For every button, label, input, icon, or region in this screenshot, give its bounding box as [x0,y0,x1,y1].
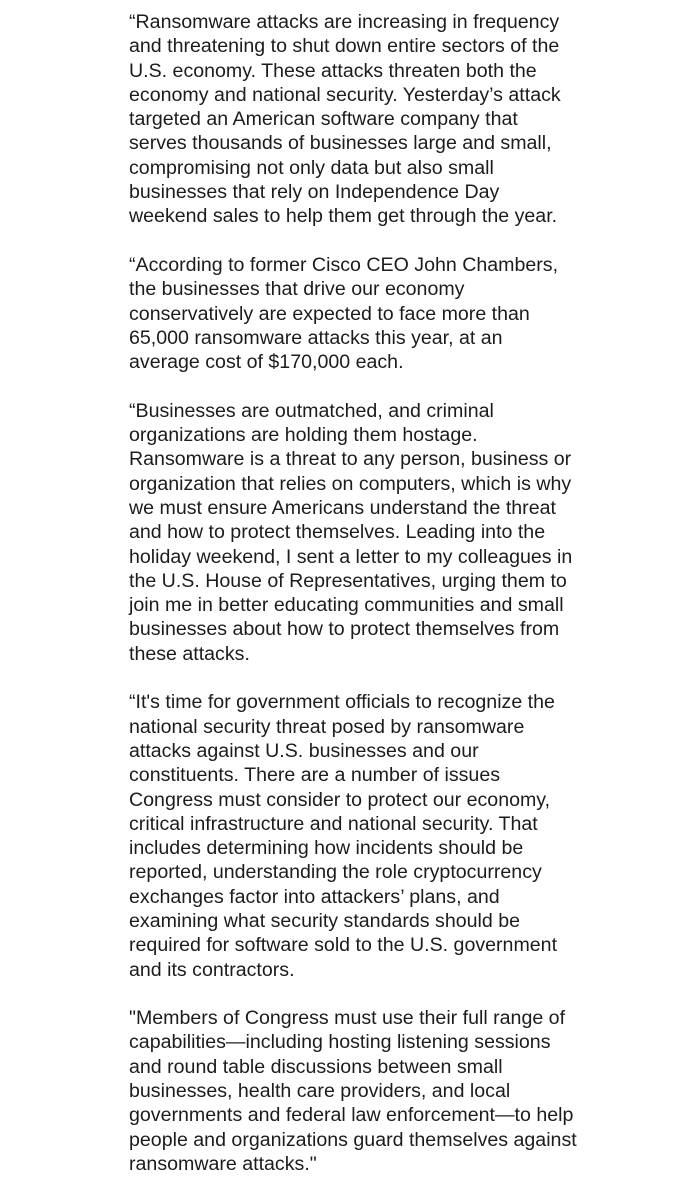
text-line: required for software sold to the U.S. government [129,934,558,957]
text-line: and round table discussions between small [129,1055,503,1078]
text-line: 65,000 ransomware attacks this year, at an [129,326,503,349]
text-line: people and organizations guard themselves against [129,1128,577,1151]
statement-body [129,10,589,1176]
text-line: and threatening to shut down entire sectors of the [129,35,560,58]
text-line: attacks against U.S. businesses and our [129,739,479,762]
text-line: targeted an American software company that [129,108,518,131]
text-line: constituents. There are a number of issues [129,764,501,787]
text-line: examining what security standards should be [129,909,521,932]
text-line: Ransomware is a threat to any person, business or [129,448,572,471]
text-line: “Ransomware attacks are increasing in frequency [129,11,560,33]
text-line: organizations are holding them hostage. [129,424,478,447]
text-line: critical infrastructure and national security. That [129,812,538,835]
text-line: capabilities—including hosting listening sessions [129,1031,551,1054]
text-line: economy and national security. Yesterday’s attack [129,83,561,106]
text-line: reported, understanding the role cryptocurrency [129,861,542,884]
paragraph-gap [129,229,589,253]
text-line: join me in better educating communities and small [129,594,564,617]
text-line: average cost of $170,000 each. [129,351,404,374]
text-line: serves thousands of businesses large and small, [129,132,552,155]
text-line: national security threat posed by ransomware [129,715,525,738]
text-line: we must ensure Americans understand the threat [129,496,556,519]
text-line: governments and federal law enforcement—to help [129,1104,574,1127]
paragraph-gap [129,666,589,690]
paragraph-5 [129,1006,589,1176]
paragraph-3 [129,399,589,666]
text-line: “Businesses are outmatched, and criminal [129,399,494,422]
paragraph-gap [129,374,589,398]
text-line: businesses that rely on Independence Day [129,181,500,204]
text-line: and its contractors. [129,958,295,981]
text-line: “According to former Cisco CEO John Chambers, [129,253,559,276]
text-line: these attacks. [129,642,250,665]
text-line: ransomware attacks." [129,1152,317,1175]
text-line: exchanges factor into attackers’ plans, and [129,885,500,908]
text-line: "Members of Congress must use their full range of [129,1007,566,1030]
text-line: businesses, health care providers, and local [129,1080,511,1103]
text-line: the businesses that drive our economy [129,278,465,301]
text-line: conservatively are expected to face more than [129,302,530,325]
text-line: Congress must consider to protect our economy, [129,788,551,811]
text-line: holiday weekend, I sent a letter to my colleagues in [129,545,573,568]
text-line: businesses about how to protect themselves from [129,618,560,641]
text-line: organization that relies on computers, which is why [129,472,572,495]
text-line: includes determining how incidents should be [129,837,524,860]
paragraph-1 [129,10,589,229]
paragraph-4 [129,690,589,982]
text-line: weekend sales to help them get through the year. [129,205,558,228]
paragraph-gap [129,982,589,1006]
text-line: and how to protect themselves. Leading into the [129,521,546,544]
text-line: compromising not only data but also small [129,156,494,179]
paragraph-2 [129,253,589,374]
text-line: the U.S. House of Representatives, urging them to [129,569,567,592]
text-line: U.S. economy. These attacks threaten both the [129,59,537,82]
text-line: “It's time for government officials to recognize the [129,691,555,714]
